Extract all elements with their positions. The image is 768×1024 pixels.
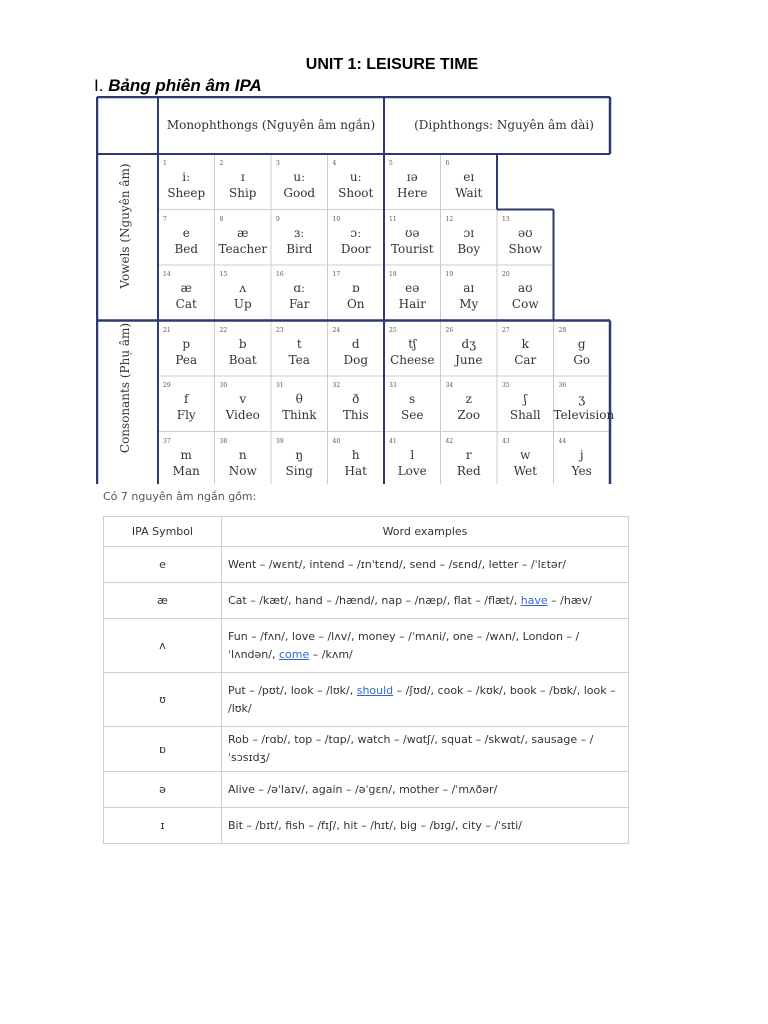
ipa-cell-word: Yes	[571, 463, 592, 478]
ipa-cell-word: Sheep	[167, 186, 206, 200]
ipa-cell-word: Bed	[174, 241, 199, 256]
ipa-cell-word: Dog	[343, 352, 369, 367]
ipa-cell-word: Far	[289, 297, 310, 311]
ipa-cell-number: 18	[389, 271, 397, 278]
ipa-cell-word: Hair	[398, 297, 426, 311]
ipa-cell-number: 23	[276, 326, 284, 334]
ipa-cell	[271, 321, 328, 375]
ipa-cell	[158, 154, 215, 208]
ipa-cell-number: 10	[332, 215, 341, 223]
table-row	[104, 619, 629, 673]
word-examples-cell: Alive – /əˈlaɪv/, again – /əˈɡɛn/, mother – /ˈmʌðər/	[222, 772, 629, 808]
ipa-cell	[384, 432, 441, 486]
ipa-cell	[158, 265, 215, 319]
word-link[interactable]: come	[278, 647, 310, 661]
table-row	[104, 583, 629, 619]
ipa-cell-word: This	[342, 408, 369, 422]
ipa-cell-number: 3	[276, 160, 280, 167]
ipa-cell-symbol: eə	[405, 281, 420, 295]
header-word-examples: Word examples	[222, 517, 629, 547]
ipa-cell	[384, 210, 441, 264]
ipa-cell-number: 22	[219, 326, 228, 334]
ipa-cell-number: 5	[389, 160, 393, 167]
ipa-cell-word: Hat	[344, 463, 367, 478]
ipa-cell-symbol: m	[180, 447, 192, 462]
ipa-cell-symbol: l	[410, 447, 415, 462]
ipa-cell-word: Here	[397, 186, 428, 200]
ipa-cell-number: 43	[502, 437, 510, 445]
ipa-cell-symbol: æ	[237, 225, 249, 240]
word-examples-cell: Went – /wɛnt/, intend – /ɪnˈtɛnd/, send – /sɛnd/, letter – /ˈlɛtər/	[222, 547, 629, 583]
table-row	[104, 727, 629, 772]
ipa-cell-number: 14	[163, 271, 171, 278]
intro-note: Có 7 nguyên âm ngắn gồm:	[103, 490, 257, 503]
ipa-cell-symbol: j	[579, 447, 584, 462]
word-link[interactable]: have	[520, 593, 548, 607]
ipa-cell	[441, 265, 498, 319]
ipa-cell-symbol: ɒ	[351, 281, 360, 295]
ipa-cell-symbol: r	[465, 447, 472, 462]
ipa-cell-symbol: t	[296, 336, 302, 351]
ipa-cell	[441, 154, 498, 208]
ipa-cell-word: Wait	[455, 186, 483, 200]
ipa-cell-word: Think	[281, 408, 317, 422]
ipa-cell-number: 19	[445, 271, 454, 278]
ipa-cell-word: Red	[456, 463, 481, 478]
header-diphthongs: (Diphthongs: Nguyên âm dài)	[414, 118, 594, 132]
ipa-cell-symbol: uː	[293, 170, 306, 184]
section-heading	[94, 76, 262, 96]
ipa-cell	[158, 210, 215, 264]
ipa-cell	[328, 210, 385, 264]
ipa-cell	[328, 154, 385, 208]
ipa-cell-symbol: əʊ	[517, 225, 533, 240]
ipa-cell	[441, 432, 498, 486]
ipa-cell-number: 35	[502, 382, 510, 389]
ipa-cell	[384, 376, 441, 430]
ipa-cell-number: 37	[163, 437, 171, 445]
ipa-cell-word: June	[455, 352, 483, 367]
ipa-cell-word: Go	[573, 352, 591, 367]
ipa-cell-number: 20	[502, 271, 510, 278]
ipa-symbol-cell: ʊ	[104, 673, 222, 727]
word-examples-cell: Fun – /fʌn/, love – /lʌv/, money – /ˈmʌni/, one – /wʌn/, London – /ˈlʌndən/, come – /kʌm/	[222, 619, 629, 673]
ipa-cell-symbol: b	[238, 336, 247, 351]
ipa-cell-number: 24	[332, 326, 341, 334]
ipa-cell-symbol: ʌ	[239, 281, 247, 295]
ipa-cell-word: Tourist	[390, 241, 434, 256]
ipa-cell-number: 13	[502, 215, 510, 223]
ipa-cell-symbol: g	[577, 336, 586, 351]
ipa-cell-symbol: θ	[295, 392, 303, 406]
ipa-cell	[158, 432, 215, 486]
ipa-cell-symbol: eɪ	[463, 170, 475, 184]
ipa-cell-word: Tea	[288, 352, 310, 367]
ipa-cell-symbol: ʊə	[404, 225, 420, 240]
ipa-cell-word: Shoot	[338, 186, 374, 200]
ipa-cell-number: 4	[332, 160, 337, 167]
ipa-cell-word: Boat	[228, 352, 257, 367]
ipa-cell-number: 7	[163, 215, 167, 223]
section-title: Bảng phiên âm IPA	[108, 76, 262, 95]
ipa-cell-symbol: aʊ	[517, 281, 533, 295]
ipa-cell	[553, 376, 615, 430]
ipa-cell	[215, 154, 272, 208]
ipa-cell-word: Good	[283, 186, 316, 200]
ipa-cell	[271, 265, 328, 319]
table-header-row	[104, 517, 629, 547]
ipa-cell-number: 9	[276, 215, 280, 223]
ipa-cell	[328, 321, 385, 375]
ipa-cell-word: Boy	[457, 241, 481, 256]
ipa-cell-word: Video	[225, 408, 260, 422]
ipa-cell	[271, 376, 328, 430]
ipa-cell-number: 28	[558, 326, 567, 334]
ipa-cell-symbol: dʒ	[461, 336, 476, 351]
ipa-cell-symbol: ʃ	[523, 392, 527, 406]
word-examples-cell: Bit – /bɪt/, fish – /fɪʃ/, hit – /hɪt/, big – /bɪɡ/, city – /ˈsɪti/	[222, 808, 629, 844]
ipa-cell-word: On	[346, 297, 365, 311]
ipa-cell-number: 31	[276, 382, 284, 389]
ipa-cell-number: 33	[389, 382, 397, 389]
ipa-cell-symbol: h	[351, 447, 360, 462]
ipa-cell-symbol: z	[465, 392, 472, 406]
ipa-cell	[215, 321, 272, 375]
ipa-cell-number: 38	[219, 437, 228, 445]
word-examples-cell: Put – /pʊt/, look – /lʊk/, should – /ʃʊd/, cook – /kʊk/, book – /bʊk/, look – /lʊk/	[222, 673, 629, 727]
ipa-cell	[215, 376, 272, 430]
ipa-cell-word: Door	[340, 241, 371, 256]
ipa-cell	[497, 432, 554, 486]
ipa-cell-word: Now	[228, 463, 257, 478]
ipa-cell-word: Zoo	[457, 408, 481, 422]
ipa-cell	[328, 376, 385, 430]
ipa-symbol-cell: ʌ	[104, 619, 222, 673]
ipa-cell-number: 29	[163, 382, 171, 389]
header-ipa-symbol: IPA Symbol	[104, 517, 222, 547]
ipa-cell	[158, 376, 215, 430]
ipa-cell	[441, 210, 498, 264]
ipa-cell-number: 34	[445, 382, 454, 389]
ipa-cell-word: Love	[397, 463, 427, 478]
ipa-cell	[554, 432, 611, 486]
ipa-cell	[271, 432, 328, 486]
ipa-cell-number: 17	[332, 271, 341, 278]
ipa-cell-number: 8	[219, 215, 224, 223]
ipa-cell-word: Ship	[229, 186, 257, 200]
ipa-cell-word: My	[459, 297, 479, 311]
ipa-cell-symbol: k	[521, 336, 529, 351]
ipa-cell-number: 11	[389, 215, 397, 223]
ipa-cell-word: See	[401, 408, 424, 422]
ipa-cell-number: 41	[389, 437, 397, 445]
ipa-symbol-cell: æ	[104, 583, 222, 619]
ipa-cell	[497, 210, 554, 264]
ipa-cell-number: 32	[332, 382, 341, 389]
ipa-cell-symbol: ɜː	[294, 225, 305, 240]
ipa-cell-symbol: tʃ	[408, 336, 417, 351]
ipa-cell-number: 40	[332, 437, 341, 445]
ipa-cell-word: Shall	[509, 408, 541, 422]
ipa-cell-symbol: ɔː	[350, 225, 362, 240]
ipa-cell-symbol: ŋ	[295, 447, 304, 462]
ipa-cell-number: 42	[445, 437, 454, 445]
ipa-cell-number: 39	[276, 437, 284, 445]
ipa-cell-number: 12	[445, 215, 454, 223]
ipa-cell-number: 30	[219, 382, 228, 389]
ipa-cell	[384, 154, 441, 208]
ipa-cell-number: 16	[276, 271, 284, 278]
ipa-cell-word: Cow	[511, 297, 539, 311]
ipa-cell-symbol: iː	[182, 170, 191, 184]
ipa-cell-symbol: f	[184, 392, 189, 406]
ipa-cell-symbol: ɔɪ	[463, 225, 475, 240]
word-link[interactable]: should	[356, 683, 394, 697]
word-examples-cell: Rob – /rɑb/, top – /tɑp/, watch – /wɑtʃ/, squat – /skwɑt/, sausage – /ˈsɔsɪdʒ/	[222, 727, 629, 772]
ipa-cell-word: Wet	[513, 463, 537, 478]
ipa-cell-number: 25	[389, 326, 397, 334]
ipa-cell-word: Show	[508, 241, 542, 256]
table-row	[104, 808, 629, 844]
ipa-cell-symbol: æ	[180, 281, 192, 295]
ipa-cell-number: 15	[219, 271, 228, 278]
ipa-cell-symbol: uː	[349, 170, 362, 184]
ipa-cell	[497, 321, 554, 375]
ipa-cell-number: 26	[445, 326, 454, 334]
ipa-cell-symbol: aɪ	[463, 281, 475, 295]
ipa-cell	[271, 210, 328, 264]
ipa-cell-word: Car	[514, 352, 537, 367]
ipa-cell-symbol: ɪ	[240, 170, 245, 184]
ipa-cell-word: Bird	[286, 241, 313, 256]
ipa-cell	[441, 321, 498, 375]
examples-table	[103, 516, 629, 844]
ipa-cell-word: Fly	[176, 408, 196, 422]
ipa-cell	[215, 432, 272, 486]
ipa-cell-number: 36	[558, 382, 567, 389]
ipa-cell-number: 27	[502, 326, 510, 334]
ipa-symbol-cell: e	[104, 547, 222, 583]
ipa-cell	[215, 210, 272, 264]
ipa-cell	[384, 321, 441, 375]
page-title: UNIT 1: LEISURE TIME	[305, 56, 479, 73]
ipa-cell	[497, 376, 554, 430]
table-row	[104, 772, 629, 808]
ipa-cell-symbol: ɑː	[293, 281, 306, 295]
ipa-cell-number: 1	[163, 160, 167, 167]
ipa-chart	[96, 96, 626, 484]
ipa-cell	[215, 265, 272, 319]
ipa-cell-symbol: ʒ	[578, 392, 586, 406]
ipa-symbol-cell: ɒ	[104, 727, 222, 772]
ipa-cell-number: 2	[219, 160, 224, 167]
table-row	[104, 547, 629, 583]
ipa-cell-word: Up	[233, 297, 252, 311]
ipa-cell-number: 44	[558, 437, 567, 445]
ipa-cell-symbol: n	[238, 447, 247, 462]
ipa-cell-symbol: w	[520, 447, 531, 462]
ipa-cell-word: Man	[172, 463, 200, 478]
ipa-cell	[328, 432, 385, 486]
table-row	[104, 673, 629, 727]
ipa-cell-number: 21	[163, 326, 171, 334]
ipa-cell-symbol: s	[409, 392, 416, 406]
ipa-cell-symbol: e	[182, 225, 190, 240]
ipa-cell	[441, 376, 498, 430]
ipa-cell	[158, 321, 215, 375]
ipa-cell	[384, 265, 441, 319]
ipa-cell-symbol: ɪə	[406, 170, 418, 184]
header-monophthongs: Monophthongs (Nguyên âm ngắn)	[166, 118, 376, 132]
ipa-cell-number: 6	[445, 160, 450, 167]
ipa-cell	[271, 154, 328, 208]
ipa-cell-word: Teacher	[218, 241, 268, 256]
section-number: I.	[94, 76, 104, 95]
ipa-cell-word: Pea	[175, 352, 198, 367]
ipa-cell	[554, 321, 611, 375]
ipa-cell	[497, 265, 554, 319]
ipa-cell-symbol: d	[351, 336, 360, 351]
ipa-cell-symbol: p	[182, 336, 191, 351]
ipa-cell-word: Cheese	[390, 352, 435, 367]
ipa-cell-word: Television	[553, 408, 615, 422]
ipa-cell	[328, 265, 385, 319]
label-vowels: Vowels (Nguyên âm)	[118, 163, 132, 289]
label-consonants: Consonants (Phụ âm)	[118, 322, 132, 454]
ipa-cell-symbol: ð	[352, 392, 360, 406]
ipa-cell-word: Cat	[175, 297, 197, 311]
ipa-cell-word: Sing	[285, 463, 313, 478]
word-examples-cell: Cat – /kæt/, hand – /hænd/, nap – /næp/, flat – /flæt/, have – /hæv/	[222, 583, 629, 619]
ipa-symbol-cell: ɪ	[104, 808, 222, 844]
ipa-cell-symbol: v	[239, 392, 247, 406]
ipa-symbol-cell: ə	[104, 772, 222, 808]
